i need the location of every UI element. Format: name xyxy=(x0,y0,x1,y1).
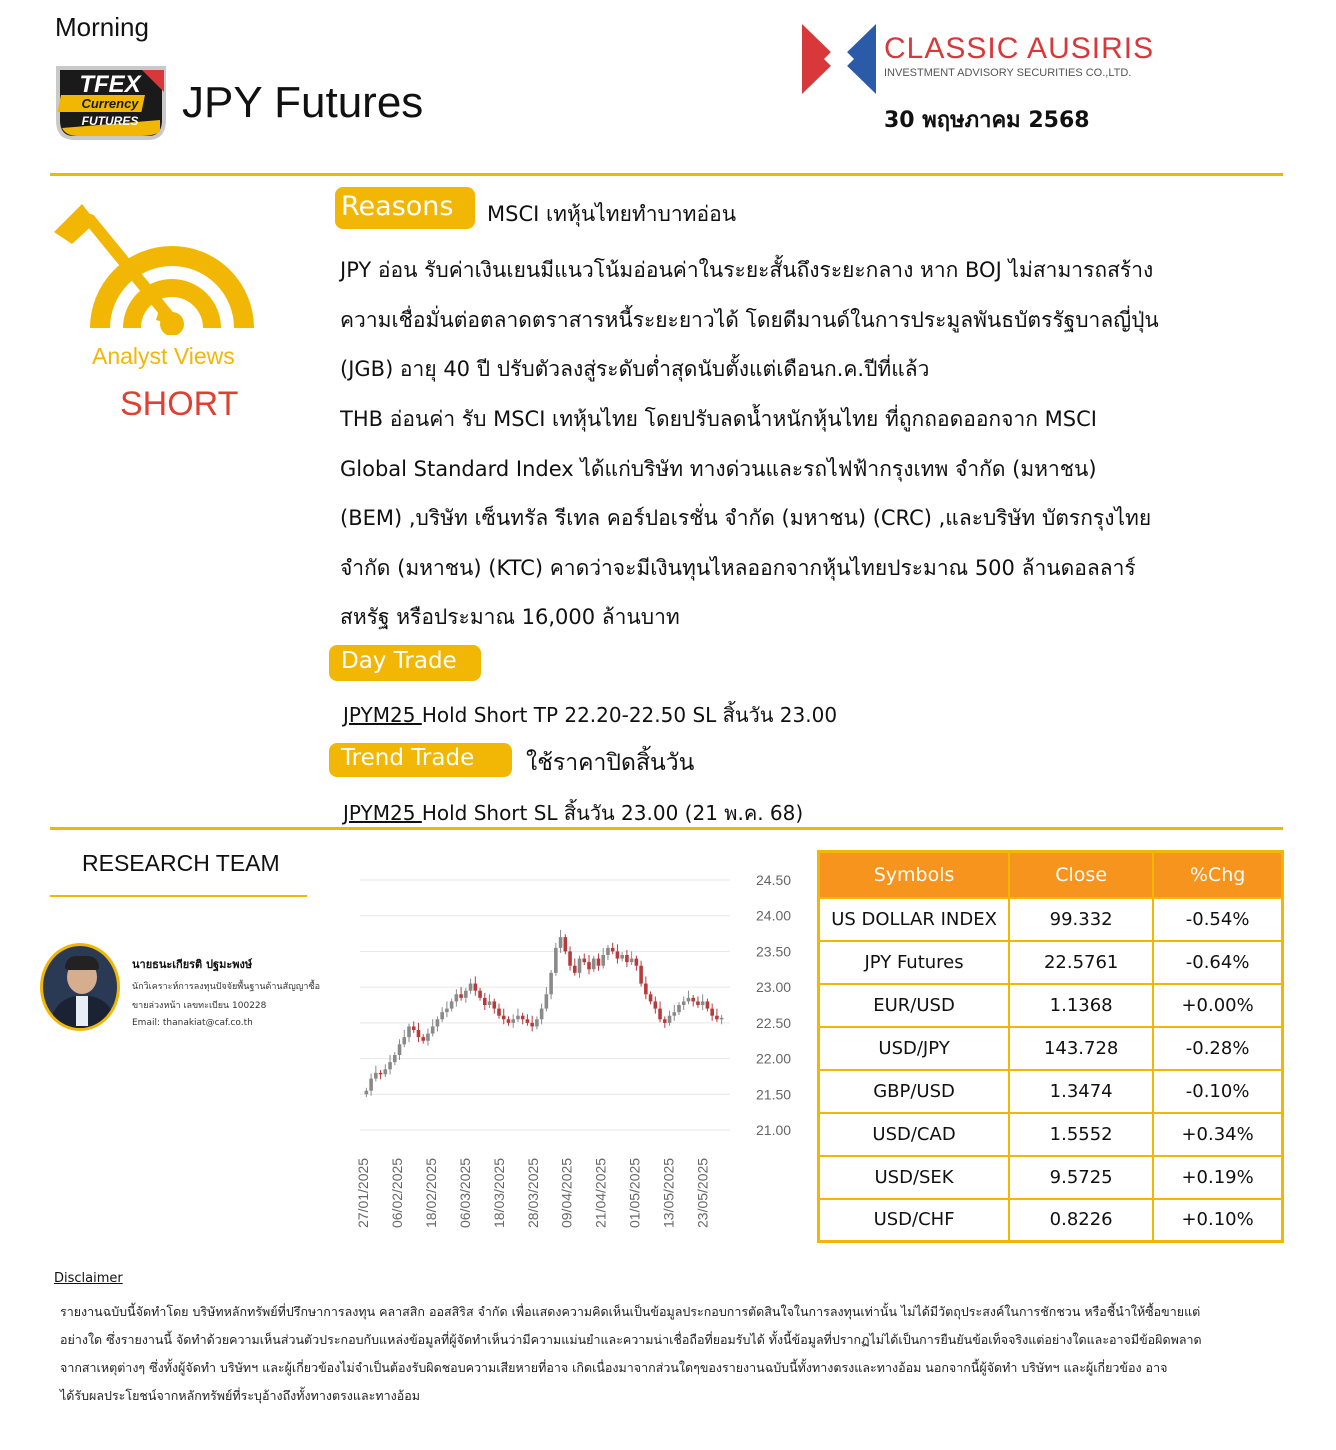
x-tick-label: 18/02/2025 xyxy=(422,1157,439,1228)
close-cell: 99.332 xyxy=(1009,898,1153,941)
x-tick-label: 01/05/2025 xyxy=(626,1157,643,1228)
reason-line: ความเชื่อมั่นต่อตลาดตราสารหนี้ระยะยาวได้ โดยดีมานด์ในการประมูลพันธบัตรรัฐบาลญี่ปุ่น xyxy=(340,308,1159,332)
target-arrow-icon xyxy=(52,200,262,335)
candle-body xyxy=(601,955,605,966)
candle-body xyxy=(412,1026,416,1030)
table-header-row xyxy=(819,852,1283,898)
close-cell: 1.1368 xyxy=(1009,984,1153,1027)
candle-body xyxy=(706,1001,710,1008)
candle-body xyxy=(369,1079,373,1091)
candle-body xyxy=(549,973,553,994)
reasons-badge: Reasons xyxy=(335,187,475,229)
symbol-cell: JPY Futures xyxy=(819,941,1010,984)
candle-body xyxy=(507,1019,511,1023)
candle-body xyxy=(374,1073,378,1079)
y-tick-label: 22.50 xyxy=(756,1014,792,1031)
table-row xyxy=(819,1156,1283,1199)
table-row xyxy=(819,1027,1283,1070)
candle-body xyxy=(526,1019,530,1023)
candle-body xyxy=(478,991,482,998)
reason-line: สหรัฐ หรือประมาณ 16,000 ล้านบาท xyxy=(340,605,680,629)
candle-body xyxy=(483,998,487,1005)
close-cell: 0.8226 xyxy=(1009,1199,1153,1242)
research-team-title: RESEARCH TEAM xyxy=(82,850,280,876)
candle-body xyxy=(459,994,463,998)
candle-body xyxy=(611,948,615,952)
close-cell: 22.5761 xyxy=(1009,941,1153,984)
y-tick-label: 24.50 xyxy=(756,872,792,888)
candle-body xyxy=(672,1012,676,1016)
symbol-cell: EUR/USD xyxy=(819,984,1010,1027)
candle-body xyxy=(440,1012,444,1019)
candle-body xyxy=(402,1037,406,1044)
candle-body xyxy=(488,1001,492,1005)
candle-body xyxy=(417,1030,421,1037)
candle-body xyxy=(668,1016,672,1023)
candle-body xyxy=(573,966,577,973)
candle-body xyxy=(554,948,558,973)
reason-line: THB อ่อนค่า รับ MSCI เทหุ้นไทย โดยปรับลดน้ำหนักหุ้นไทย ที่ถูกถอดออกจาก MSCI xyxy=(340,407,1097,431)
company-subtitle: INVESTMENT ADVISORY SECURITIES CO.,LTD. xyxy=(884,67,1132,79)
table-row xyxy=(819,1199,1283,1242)
company-logo-icon xyxy=(802,24,876,94)
trend-trade-line xyxy=(343,797,803,829)
candle-body xyxy=(677,1005,681,1012)
disclaimer-line: ได้รับผลประโยชน์จากหลักทรัพย์ที่ระบุอ้างถึงทั้งทางตรงและทางอ้อม xyxy=(60,1388,420,1403)
candle-body xyxy=(658,1009,662,1020)
tfex-currency-futures-badge xyxy=(52,62,170,144)
candle-body xyxy=(720,1018,724,1020)
candle-body xyxy=(715,1016,719,1020)
reason-line: (JGB) อายุ 40 ปี ปรับตัวลงสู่ระดับต่ำสุดนับตั้งแต่เดือนก.ค.ปีที่แล้ว xyxy=(340,357,930,381)
day-trade-text: Hold Short TP 22.20-22.50 SL สิ้นวัน 23.00 xyxy=(421,703,838,727)
candle-body xyxy=(568,951,572,965)
trend-trade-text: Hold Short SL สิ้นวัน 23.00 (21 พ.ค. 68) xyxy=(421,801,804,825)
close-cell: 143.728 xyxy=(1009,1027,1153,1070)
candle-body xyxy=(516,1016,520,1020)
analyst-license: ขายล่วงหน้า เลขทะเบียน 100228 xyxy=(132,1001,267,1011)
symbol-cell: USD/JPY xyxy=(819,1027,1010,1070)
candle-body xyxy=(398,1044,402,1055)
disclaimer-line: จากสาเหตุต่างๆ ซึ่งทั้งผู้จัดทำ บริษัทฯ และผู้เกี่ยวข้องไม่จำเป็นต้องรับผิดชอบความเสียหายที่อาจ เกิดเนื่องมาจากส่วนใดๆของรายงานฉบับนี้ทั้งทางตรงและทางอ้อม นอกจากนี้ผู้จัดทำ บริษัทฯ และผู้เกี่ยวข้อง อาจ xyxy=(60,1360,1168,1375)
candle-body xyxy=(687,998,691,1002)
candle-body xyxy=(388,1062,392,1069)
candle-body xyxy=(492,1001,496,1008)
candle-body xyxy=(592,959,596,970)
candle-body xyxy=(682,1001,686,1005)
table-row xyxy=(819,1070,1283,1113)
candle-body xyxy=(630,959,634,963)
header-symbols: Symbols xyxy=(819,852,1010,898)
top-divider xyxy=(50,173,1283,176)
chg-cell: +0.34% xyxy=(1153,1113,1282,1156)
symbol-cell: US DOLLAR INDEX xyxy=(819,898,1010,941)
candle-body xyxy=(644,984,648,995)
y-tick-label: 24.00 xyxy=(756,907,792,924)
candle-body xyxy=(625,955,629,962)
analyst-name: นายธนะเกียรติ ปฐมะพงษ์ xyxy=(132,958,253,971)
candle-body xyxy=(540,1009,544,1020)
x-tick-label: 27/01/2025 xyxy=(355,1157,371,1228)
reason-line: (BEM) ,บริษัท เซ็นทรัล รีเทล คอร์ปอเรชั่น จำกัด (มหาชน) (CRC) ,และบริษัท บัตรกรุงไทย xyxy=(340,506,1152,530)
candle-body xyxy=(469,984,473,991)
x-tick-label: 21/04/2025 xyxy=(592,1157,609,1228)
candle-body xyxy=(464,991,468,998)
x-tick-label: 18/03/2025 xyxy=(490,1157,507,1228)
candle-body xyxy=(455,994,459,1001)
close-cell: 1.3474 xyxy=(1009,1070,1153,1113)
candle-body xyxy=(691,998,695,1002)
candle-body xyxy=(474,984,478,991)
y-tick-label: 21.50 xyxy=(756,1086,792,1103)
candle-body xyxy=(421,1037,425,1041)
candle-body xyxy=(431,1026,435,1033)
morning-label: Morning xyxy=(55,12,149,42)
trend-trade-note: ใช้ราคาปิดสิ้นวัน xyxy=(526,750,695,776)
analyst-avatar xyxy=(40,943,120,1031)
candle-body xyxy=(696,1001,700,1005)
day-trade-symbol: JPYM25 xyxy=(343,703,422,727)
candle-body xyxy=(497,1009,501,1016)
x-tick-label: 23/05/2025 xyxy=(694,1157,711,1228)
table-row xyxy=(819,941,1283,984)
chg-cell: -0.64% xyxy=(1153,941,1282,984)
symbol-cell: USD/CAD xyxy=(819,1113,1010,1156)
candle-body xyxy=(582,959,586,963)
candle-body xyxy=(559,937,563,948)
disclaimer-line: อย่างใด ซึ่งรายงานนี้ จัดทำด้วยความเห็นส่วนตัวประกอบกับแหล่งข้อมูลที่ผู้จัดทำเห็นว่ามีความแม่นยำและความน่าเชื่อถือที่ยอมรับได้ ทั้งนี้ข้อมูลที่ปรากฏไม่ได้เป็นการยืนยันข้อเท็จจริงแต่อย่างใดและอาจมีข้อผิดพลาด xyxy=(60,1332,1202,1347)
table-row xyxy=(819,984,1283,1027)
candle-body xyxy=(649,994,653,1001)
chg-cell: +0.19% xyxy=(1153,1156,1282,1199)
candle-body xyxy=(407,1026,411,1037)
candle-body xyxy=(620,955,624,959)
candle-body xyxy=(502,1016,506,1020)
page-title: JPY Futures xyxy=(182,78,424,127)
candle-body xyxy=(597,959,601,966)
candle-body xyxy=(639,966,643,984)
chg-cell: +0.00% xyxy=(1153,984,1282,1027)
candle-body xyxy=(530,1023,534,1027)
candle-body xyxy=(450,1001,454,1008)
reasons-headline: MSCI เทหุ้นไทยทำบาทอ่อน xyxy=(487,202,737,226)
chg-cell: -0.54% xyxy=(1153,898,1282,941)
symbol-cell: USD/CHF xyxy=(819,1199,1010,1242)
header-close: Close xyxy=(1009,852,1153,898)
jpy-futures-candlestick-chart xyxy=(330,860,810,1240)
candle-body xyxy=(545,994,549,1008)
disclaimer-line: รายงานฉบับนี้จัดทำโดย บริษัทหลักทรัพย์ที่ปรึกษาการลงทุน คลาสสิก ออสสิริส จำกัด เพื่อแสดงความคิดเห็นเป็นข้อมูลประกอบการตัดสินใจในการลงทุนเท่านั้น ไม่ได้มีวัตถุประสงค์ในการชักชวน หรือชี้นำให้ซื้อขายแต่ xyxy=(60,1304,1201,1319)
candle-body xyxy=(365,1091,369,1095)
research-underline xyxy=(50,895,307,897)
chg-cell: +0.10% xyxy=(1153,1199,1282,1242)
trend-trade-badge: Trend Trade xyxy=(329,743,512,777)
analyst-email[interactable]: Email: thanakiat@caf.co.th xyxy=(132,1018,253,1028)
y-tick-label: 22.00 xyxy=(756,1050,792,1067)
report-date: 30 พฤษภาคม 2568 xyxy=(884,108,1090,133)
badge-line3: FUTURES xyxy=(81,114,139,128)
day-trade-badge: Day Trade xyxy=(329,645,481,681)
middle-divider xyxy=(50,827,1283,830)
badge-line2: Currency xyxy=(81,96,139,111)
candle-body xyxy=(426,1034,430,1041)
candle-body xyxy=(521,1016,525,1020)
reason-line: Global Standard Index ได้แก่บริษัท ทางด่วนและรถไฟฟ้ากรุงเทพ จำกัด (มหาชน) xyxy=(340,457,1097,481)
day-trade-line xyxy=(343,699,837,731)
analyst-views-label: Analyst Views xyxy=(92,343,235,369)
y-tick-label: 23.00 xyxy=(756,979,792,996)
candle-body xyxy=(578,959,582,973)
candle-body xyxy=(436,1019,440,1026)
badge-line1: TFEX xyxy=(79,71,141,98)
close-cell: 1.5552 xyxy=(1009,1113,1153,1156)
y-tick-label: 23.50 xyxy=(756,943,792,960)
company-name: CLASSIC AUSIRIS xyxy=(884,32,1155,65)
analyst-call: SHORT xyxy=(120,385,239,423)
x-tick-label: 06/02/2025 xyxy=(388,1157,405,1228)
x-tick-label: 06/03/2025 xyxy=(456,1157,473,1228)
x-tick-label: 09/04/2025 xyxy=(558,1157,575,1228)
y-tick-label: 21.00 xyxy=(756,1122,792,1138)
market-quotes-table xyxy=(817,850,1284,1243)
candle-body xyxy=(587,962,591,969)
candle-body xyxy=(511,1019,515,1023)
x-tick-label: 13/05/2025 xyxy=(660,1157,677,1228)
candle-body xyxy=(379,1073,383,1075)
symbol-cell: GBP/USD xyxy=(819,1070,1010,1113)
candle-body xyxy=(616,951,620,958)
trend-trade-symbol: JPYM25 xyxy=(343,801,422,825)
close-cell: 9.5725 xyxy=(1009,1156,1153,1199)
candle-body xyxy=(535,1019,539,1026)
candle-body xyxy=(384,1069,388,1074)
disclaimer-title: Disclaimer xyxy=(54,1271,123,1286)
candle-body xyxy=(663,1019,667,1023)
candle-body xyxy=(393,1055,397,1062)
reason-line: JPY อ่อน รับค่าเงินเยนมีแนวโน้มอ่อนค่าในระยะสั้นถึงระยะกลาง หาก BOJ ไม่สามารถสร้าง xyxy=(340,258,1154,282)
candle-body xyxy=(564,937,568,951)
header-chg: %Chg xyxy=(1153,852,1282,898)
reason-line: จำกัด (มหาชน) (KTC) คาดว่าจะมีเงินทุนไหลออกจากหุ้นไทยประมาณ 500 ล้านดอลลาร์ xyxy=(340,556,1136,580)
x-tick-label: 28/03/2025 xyxy=(524,1157,541,1228)
candle-body xyxy=(635,959,639,966)
candle-body xyxy=(606,948,610,955)
candle-body xyxy=(710,1009,714,1016)
table-row xyxy=(819,1113,1283,1156)
analyst-role: นักวิเคราะห์การลงทุนปัจจัยพื้นฐานด้านสัญญาซื้อ xyxy=(132,982,320,992)
candle-body xyxy=(654,1001,658,1008)
candle-body xyxy=(701,1001,705,1005)
candle-body xyxy=(445,1009,449,1013)
symbol-cell: USD/SEK xyxy=(819,1156,1010,1199)
table-row xyxy=(819,898,1283,941)
chg-cell: -0.28% xyxy=(1153,1027,1282,1070)
chg-cell: -0.10% xyxy=(1153,1070,1282,1113)
